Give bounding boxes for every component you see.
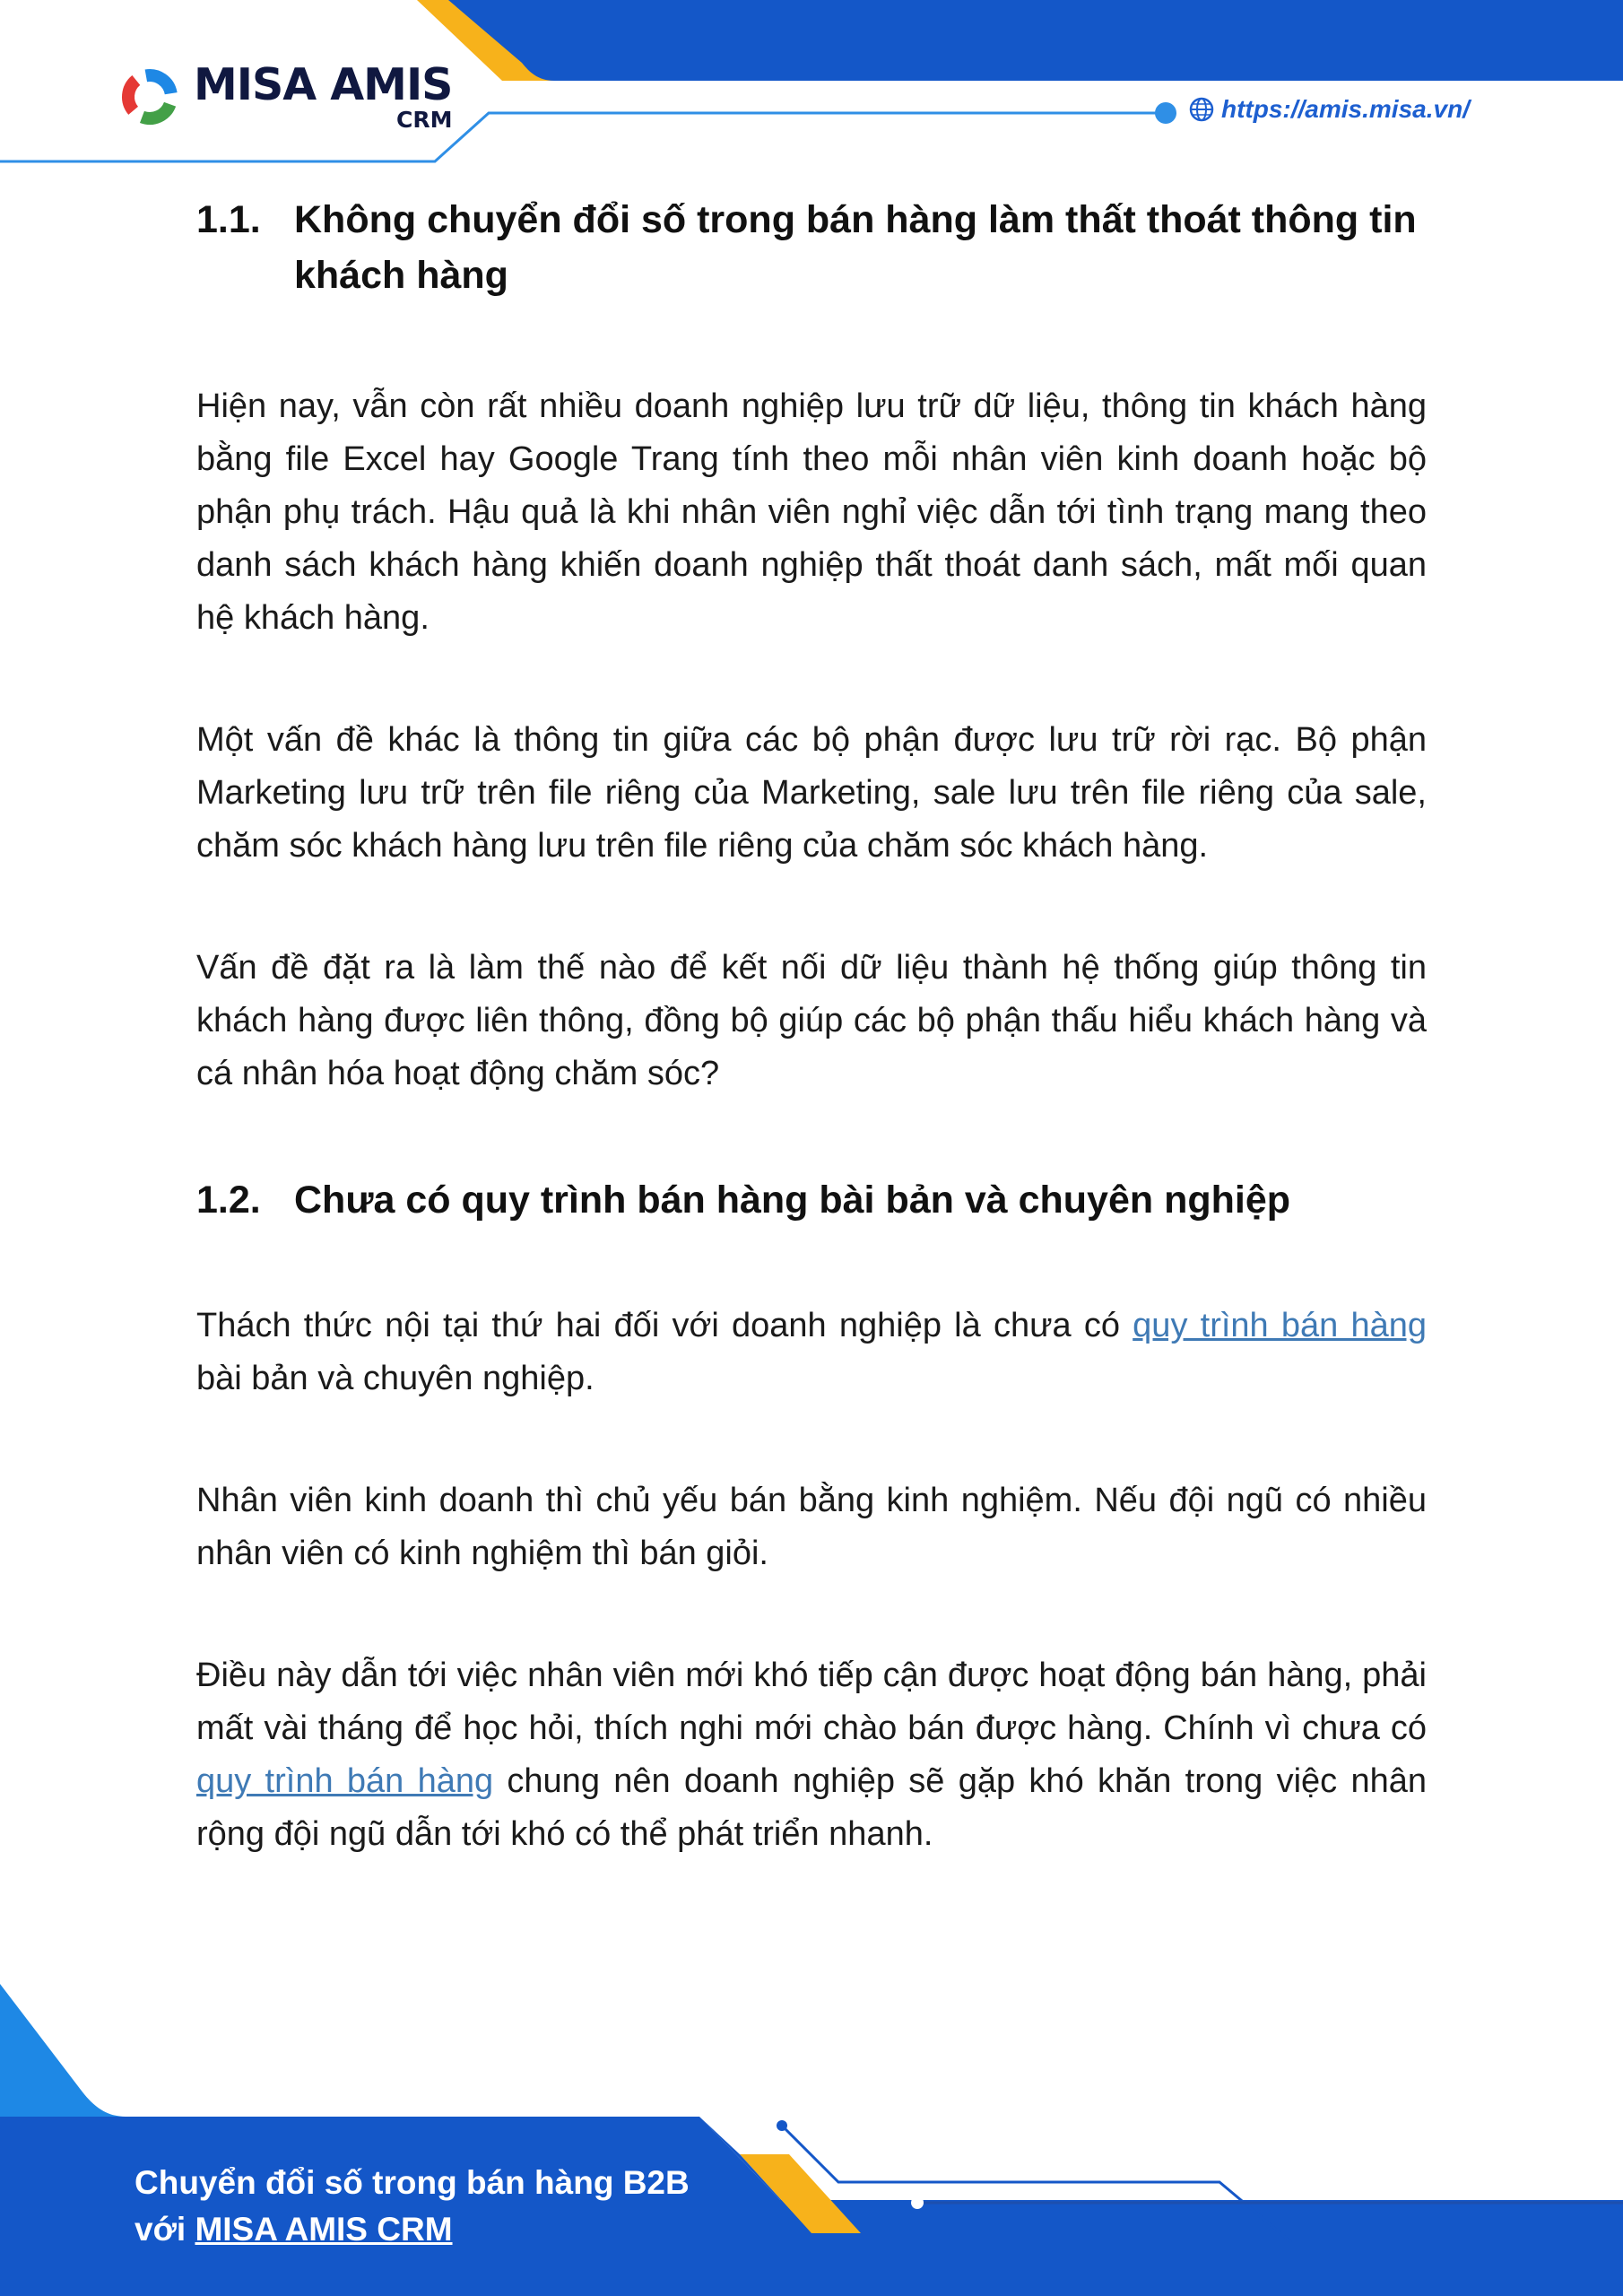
footer-line-2-prefix: với — [135, 2211, 195, 2248]
section-number: 1.2. — [196, 1178, 261, 1222]
misa-amis-crm-link[interactable]: MISA AMIS CRM — [195, 2211, 453, 2248]
footer-tagline — [135, 2160, 690, 2253]
paragraph-text: bài bản và chuyên nghiệp. — [196, 1360, 595, 1397]
paragraph: Nhân viên kinh doanh thì chủ yếu bán bằng kinh nghiệm. Nếu đội ngũ có nhiều nhân viên có kinh nghiệm thì bán giỏi. — [196, 1482, 1427, 1572]
paragraph — [196, 1649, 1427, 1861]
footer-line-2 — [135, 2206, 690, 2253]
website-link[interactable] — [1189, 95, 1470, 124]
section-number: 1.1. — [196, 198, 261, 241]
sales-process-link[interactable]: quy trình bán hàng — [1133, 1307, 1427, 1344]
section-heading-1-1 — [196, 192, 1427, 303]
section-title: Chưa có quy trình bán hàng bài bản và chuyên nghiệp — [294, 1178, 1291, 1222]
globe-icon — [1189, 97, 1214, 122]
logo-sub-text: CRM — [396, 107, 453, 133]
paragraph: Hiện nay, vẫn còn rất nhiều doanh nghiệp lưu trữ dữ liệu, thông tin khách hàng bằng file Excel hay Google Trang tính theo mỗi nhân viên kinh doanh hoặc bộ phận phụ trách. Hậu quả là khi nhân viên nghỉ việc dẫn tới tình trạng mang theo danh sách khách hàng khiến doanh nghiệp thất thoát danh sách, mất mối quan hệ khách hàng. — [196, 387, 1427, 637]
misa-amis-crm-logo[interactable] — [118, 54, 452, 140]
paragraph-text: chung nên doanh nghiệp sẽ gặp khó khăn trong việc nhân rộng đội ngũ dẫn tới khó có thể phát triển nhanh. — [196, 1762, 1427, 1853]
paragraph: Vấn đề đặt ra là làm thế nào để kết nối dữ liệu thành hệ thống giúp thông tin khách hàng được liên thông, đồng bộ giúp các bộ phận thấu hiểu khách hàng và cá nhân hóa hoạt động chăm sóc? — [196, 949, 1427, 1092]
paragraph-text: Thách thức nội tại thứ hai đối với doanh nghiệp là chưa có — [196, 1307, 1133, 1344]
logo-brand-text: MISA AMIS — [194, 59, 453, 110]
paragraph: Một vấn đề khác là thông tin giữa các bộ phận được lưu trữ rời rạc. Bộ phận Marketing lưu trữ trên file riêng của Marketing, sale lưu trên file riêng của sale, chăm sóc khách hàng lưu trên file riêng của chăm sóc khách hàng. — [196, 721, 1427, 865]
section-heading-1-2 — [196, 1172, 1427, 1228]
paragraph — [196, 1300, 1427, 1405]
sales-process-link[interactable]: quy trình bán hàng — [196, 1762, 494, 1800]
section-title: Không chuyển đổi số trong bán hàng làm thất thoát thông tin khách hàng — [294, 198, 1417, 297]
misa-logo-icon — [118, 65, 181, 128]
website-url-text: https://amis.misa.vn/ — [1221, 95, 1470, 123]
paragraph-text: Điều này dẫn tới việc nhân viên mới khó tiếp cận được hoạt động bán hàng, phải mất vài tháng để học hỏi, thích nghi mới chào bán được hàng. Chính vì chưa có — [196, 1657, 1427, 1747]
document-body — [196, 192, 1427, 1861]
footer-line-1: Chuyển đổi số trong bán hàng B2B — [135, 2164, 690, 2201]
